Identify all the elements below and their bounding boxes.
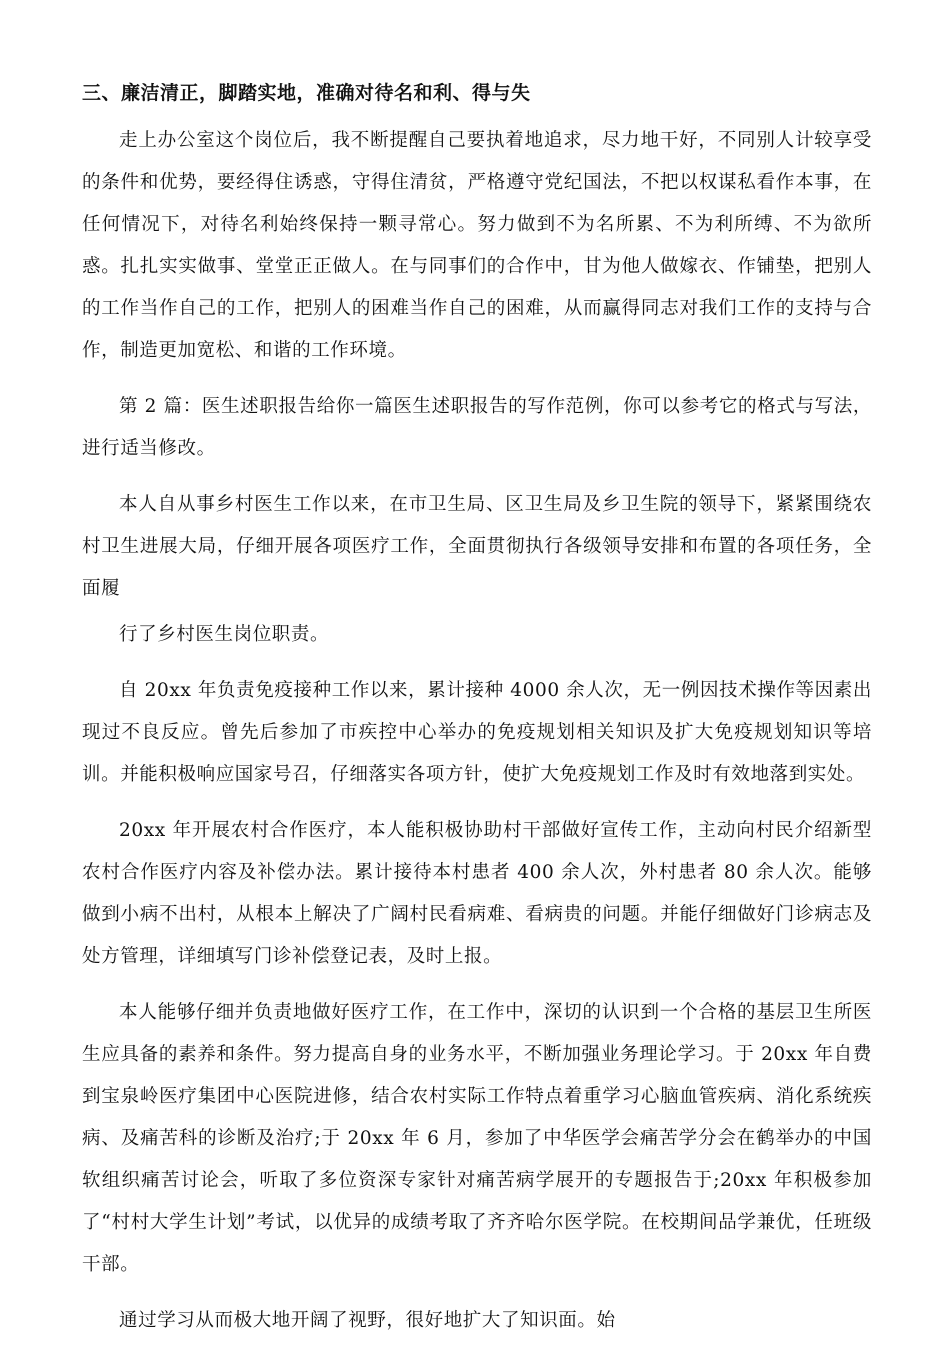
section-heading: 三、廉洁清正，脚踏实地，准确对待名和利、得与失 (82, 82, 531, 104)
paragraph-village-doctor-duties: 本人自从事乡村医生工作以来，在市卫生局、区卫生局及乡卫生院的领导下，紧紧围绕农村卫生进展大局，仔细开展各项医疗工作，全面贯彻执行各级领导安排和布置的各项任务，全面履 (82, 494, 872, 599)
paragraph-article-2-intro: 第 2 篇：医生述职报告给你一篇医生述职报告的写作范例，你可以参考它的格式与写法，进行适当修改。 (82, 396, 872, 459)
paragraph-office-integrity: 走上办公室这个岗位后，我不断提醒自己要执着地追求，尽力地干好，不同别人计较享受的条件和优势，要经得住诱惑，守得住清贫，严格遵守党纪国法，不把以权谋私看作本事，在任何情况下，对待名利始终保持一颗寻常心。努力做到不为名所累、不为利所缚、不为欲所惑。扎扎实实做事、堂堂正正做人。在与同事们的合作中，甘为他人做嫁衣、作铺垫，把别人的工作当作自己的工作，把别人的困难当作自己的困难，从而赢得同志对我们工作的支持与合作，制造更加宽松、和谐的工作环境。 (82, 130, 872, 361)
paragraph-immunization: 自 20xx 年负责免疫接种工作以来，累计接种 4000 余人次，无一例因技术操作等因素出现过不良反应。曾先后参加了市疾控中心举办的免疫规划相关知识及扩大免疫规划知识等培训。并能积极响应国家号召，仔细落实各项方针，使扩大免疫规划工作及时有效地落到实处。 (82, 680, 872, 785)
paragraph-duties-continued: 行了乡村医生岗位职责。 (119, 624, 330, 645)
paragraph-closing-fragment: 通过学习从而极大地开阔了视野，很好地扩大了知识面。始 (119, 1310, 616, 1331)
paragraph-professional-study: 本人能够仔细并负责地做好医疗工作，在工作中，深切的认识到一个合格的基层卫生所医生应具备的素养和条件。努力提高自身的业务水平，不断加强业务理论学习。于 20xx 年自费到宝泉岭医疗集团中心医院进修，结合农村实际工作特点着重学习心脑血管疾病、消化系统疾病、及痛苦科的诊断及治疗;于 20xx 年 6 月，参加了中华医学会痛苦学分会在鹤举办的中国软组织痛苦讨论会，听取了多位资深专家针对痛苦病学展开的专题报告于;20xx 年积极参加了“村村大学生计划”考试，以优异的成绩考取了齐齐哈尔医学院。在校期间品学兼优，任班级干部。 (82, 1002, 872, 1275)
document-page (82, 72, 872, 1356)
paragraph-cooperative-medical: 20xx 年开展农村合作医疗，本人能积极协助村干部做好宣传工作，主动向村民介绍新型农村合作医疗内容及补偿办法。累计接待本村患者 400 余人次，外村患者 80 余人次。能够做到小病不出村，从根本上解决了广阔村民看病难、看病贵的问题。并能仔细做好门诊病志及处方管理，详细填写门诊补偿登记表，及时上报。 (82, 820, 872, 967)
